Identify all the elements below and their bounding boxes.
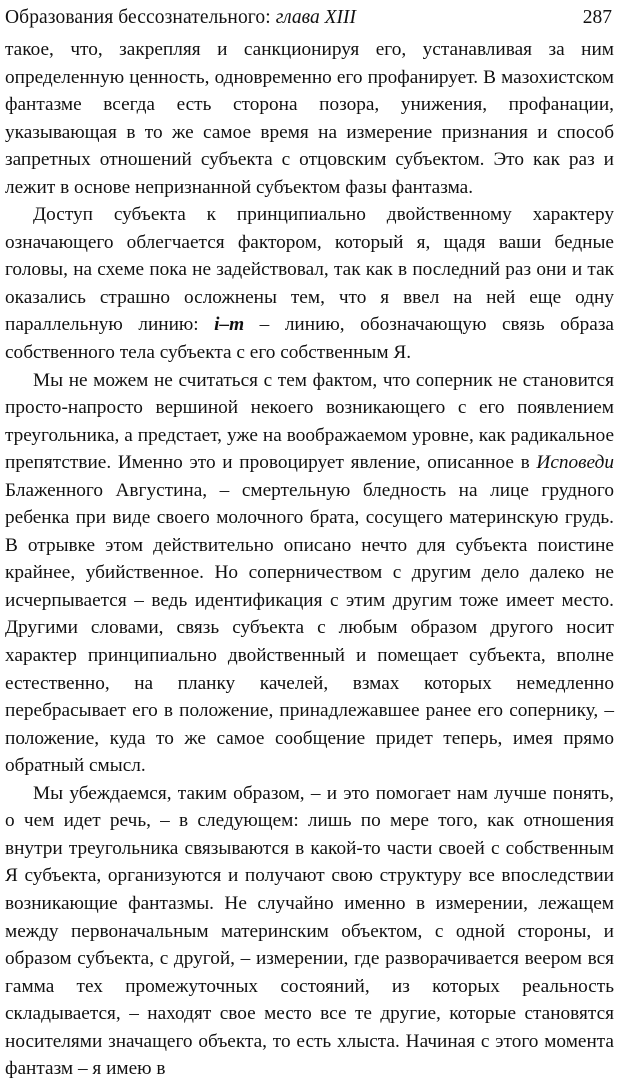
paragraph bbox=[5, 36, 614, 201]
body-text bbox=[5, 36, 614, 1083]
italic-title-run: Исповеди bbox=[536, 452, 614, 474]
running-title bbox=[5, 0, 356, 36]
text-run: Мы убеждаемся, таким образом, – и это помогает нам лучше понять, о чем идет речь, – в следующем: лишь по мере того, как отношения внутри треугольника связываются в какой-то части своей с собственным Я субъекта, организуются и получают свою структуру все впоследствии возникающие фантазмы. Не случайно именно в измерении, лежащем между первоначальным материнским объектом, с одной стороны, и образом субъекта, с другой, – измерении, где разворачивается веером вся гамма тех промежуточных состояний, из которых реальность складывается, – находят свое место все те другие, которые становятся носителями значащего объекта, то есть хлыста. Начиная с этого момента фантазм – я имею в bbox=[5, 782, 614, 1080]
text-run: – линию, обозначающую связь образа собственного тела субъекта с его собственным Я. bbox=[5, 314, 614, 364]
paragraph bbox=[5, 367, 614, 780]
text-run: Мы не можем не считаться с тем фактом, что соперник не становится просто-напросто вершиной некоего возникающего с его появлением треугольника, а предстает, уже на воображаемом уровне, как радикальное препятствие. Именно это и провоцирует явление, описанное в bbox=[5, 369, 614, 474]
paragraph bbox=[5, 201, 614, 366]
text-run: такое, что, закрепляя и санкционируя его, устанавливая за ним определенную ценность, одновременно его профанирует. В мазохистском фантазме всегда есть сторона позора, унижения, профанации, указывающая в то же самое время на измерение признания и способ запретных отношений субъекта с отцовским субъектом. Это как раз и лежит в основе непризнанной субъектом фазы фантазма. bbox=[5, 39, 614, 198]
formula-run: i–m bbox=[214, 314, 245, 336]
paragraph bbox=[5, 780, 614, 1083]
page-number: 287 bbox=[582, 7, 612, 28]
text-run: Доступ субъекта к принципиально двойственному характеру означающего облегчается фактором, который я, щадя ваши бедные головы, на схеме пока не задействовал, так как в последний раз они и так оказались страшно осложнены тем, что я ввел на ней еще одну параллельную линию: bbox=[5, 204, 614, 336]
running-title-text: Образования бессознательного: bbox=[5, 7, 276, 28]
running-title-chapter: глава XIII bbox=[275, 7, 356, 28]
running-header bbox=[5, 0, 614, 36]
text-run: Блаженного Августина, – смертельную бледность на лице грудного ребенка при виде своего молочного брата, сосущего материнскую грудь. В отрывке этом действительно описано нечто для субъекта поистине крайнее, убийственное. Но соперничеством с другим дело далеко не исчерпывается – ведь идентификация с этим другим тоже имеет место. Другими словами, связь субъекта с любым образом другого носит характер принципиально двойственный и помещает субъекта, вполне естественно, на планку качелей, взмах которых немедленно перебрасывает его в положение, принадлежавшее ранее его сопернику, – положение, куда то же самое сообщение придет теперь, имея прямо обратный смысл. bbox=[5, 479, 614, 777]
